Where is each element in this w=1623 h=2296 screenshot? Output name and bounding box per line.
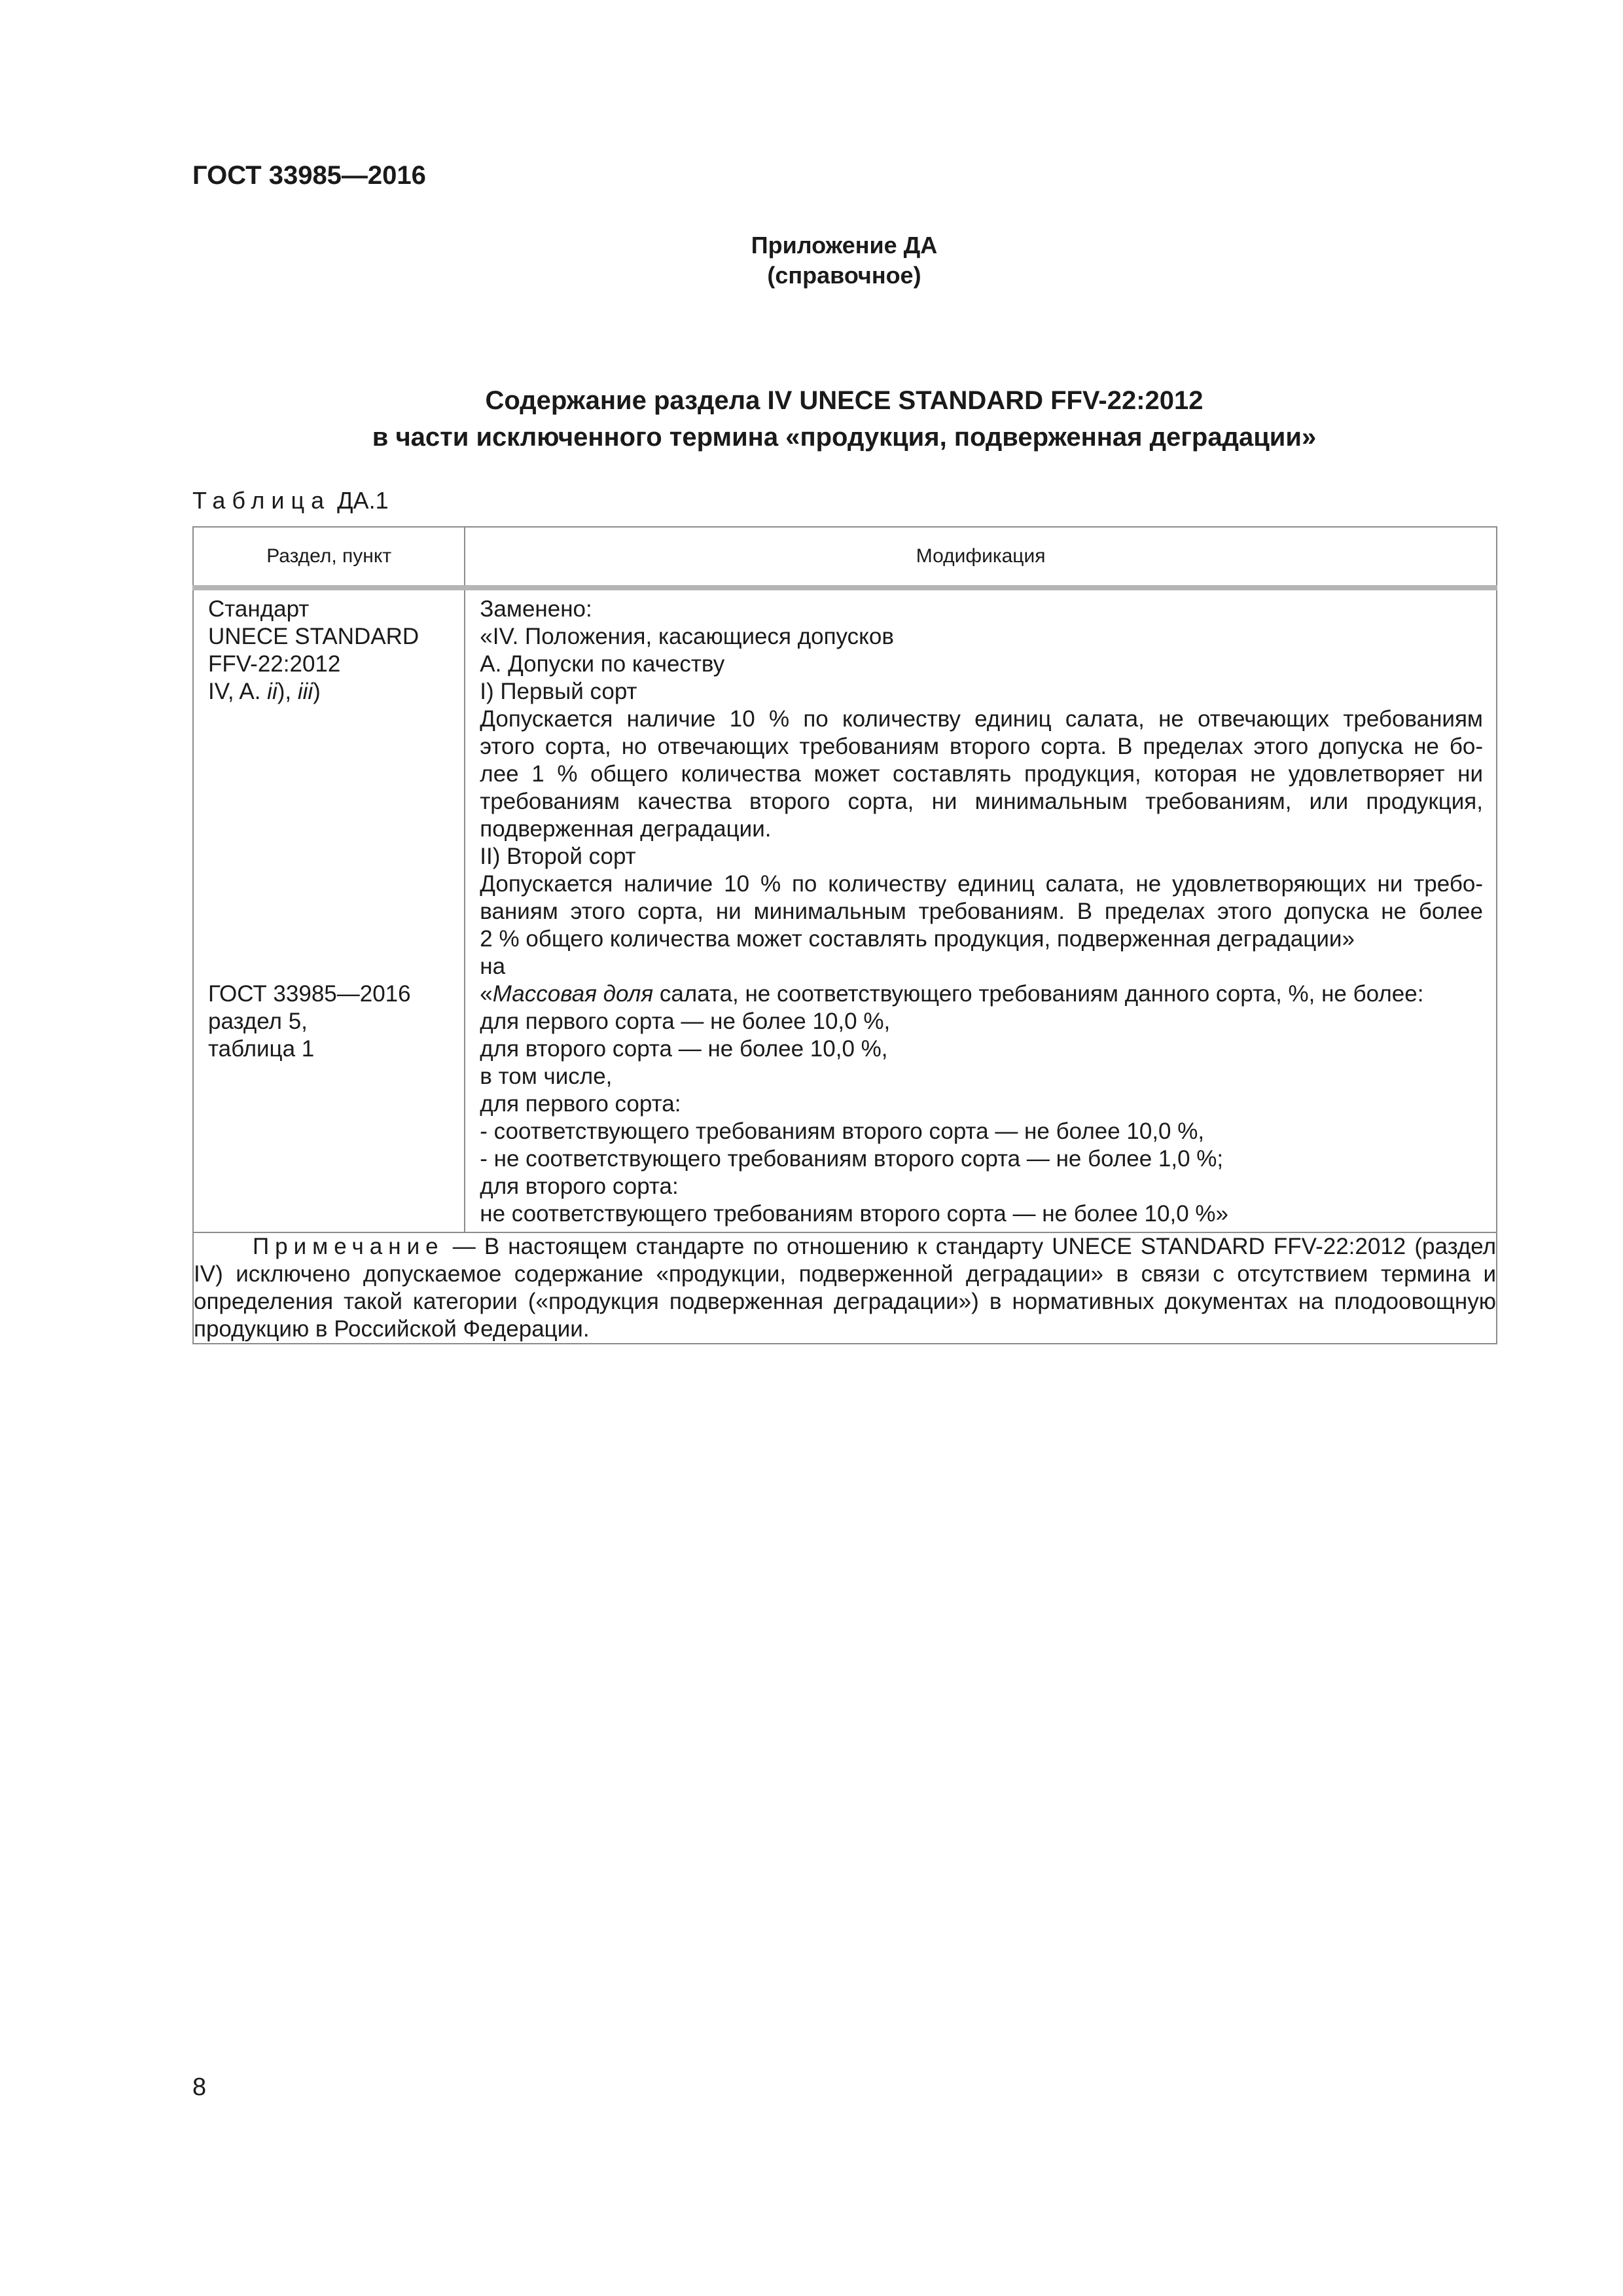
table-caption xyxy=(192,487,389,514)
mod-line: для первого сорта — не более 10,0 %, xyxy=(480,1009,891,1034)
mod-para2-line: Допускается наличие 10 % по количеству единиц салата, не удовлетворяющих ни требо- xyxy=(480,871,1483,897)
appendix-title: Приложение ДА xyxy=(751,232,938,259)
note-cell xyxy=(193,1232,1497,1344)
mod-line: в том числе, xyxy=(480,1064,613,1089)
ref-iii: iii xyxy=(297,679,313,704)
section1-line: FFV-22:2012 xyxy=(208,651,341,677)
mod-para2-line: ваниям этого сорта, ни минимальным требованиям. В пределах этого допуска не более xyxy=(480,899,1483,924)
mod-line: - не соответствующего требованиям второго сорта — не более 1,0 %; xyxy=(480,1146,1224,1172)
note-row xyxy=(193,1232,1497,1344)
mass-italic: Массовая доля xyxy=(492,981,654,1007)
mod-line: A. Допуски по качеству xyxy=(480,651,725,677)
ref-close: ) xyxy=(313,679,321,704)
mod-line: I) Первый сорт xyxy=(480,679,637,704)
appendix-heading xyxy=(0,230,1623,291)
note-label: Примечание xyxy=(253,1234,444,1259)
mod-line: для первого сорта: xyxy=(480,1091,681,1117)
page-number: 8 xyxy=(192,2073,207,2101)
section-title-line-1: Содержание раздела IV UNECE STANDARD FFV-22:2012 xyxy=(485,386,1204,415)
appendix-subtitle: (справочное) xyxy=(767,262,921,289)
mod-line: II) Второй сорт xyxy=(480,844,636,869)
section1-line: UNECE STANDARD xyxy=(208,624,419,649)
section-cell xyxy=(193,588,465,1232)
mod-line: для второго сорта: xyxy=(480,1174,679,1199)
header-section-clause: Раздел, пункт xyxy=(193,527,465,588)
mod-line: «IV. Положения, касающиеся допусков xyxy=(480,624,894,649)
document-id-header: ГОСТ 33985—2016 xyxy=(192,161,426,190)
mod-line: - соответствующего требованиям второго сорта — не более 10,0 %, xyxy=(480,1119,1205,1144)
mod-para1-line: Допускается наличие 10 % по количеству единиц салата, не отвечающих требованиям xyxy=(480,706,1483,732)
mod-line: Заменено: xyxy=(480,596,592,622)
section2-line: таблица 1 xyxy=(208,1036,315,1062)
ref-prefix: IV, A. xyxy=(208,679,268,704)
ref-ii: ii xyxy=(267,679,277,704)
mod-para1-line: требованиям качества второго сорта, ни минимальным требованиям, или продукция, xyxy=(480,789,1483,814)
section1-line: Стандарт xyxy=(208,596,310,622)
ref-sep: ), xyxy=(277,679,298,704)
table-caption-label: Таблица xyxy=(192,487,331,514)
mod-line: не соответствующего требованиям второго сорта — не более 10,0 %» xyxy=(480,1201,1228,1227)
section1-reference xyxy=(208,678,451,706)
table-row xyxy=(193,588,1497,1232)
note-text xyxy=(194,1233,1496,1343)
mod-para1-line: этого сорта, но отвечающих требованиям второго сорта. В пределах этого допуска не бо- xyxy=(480,734,1483,759)
header-modification: Модификация xyxy=(465,527,1497,588)
section2-line: ГОСТ 33985—2016 xyxy=(208,981,411,1007)
table-caption-number: ДА.1 xyxy=(337,487,389,514)
modification-table xyxy=(192,526,1497,1344)
mod-para1-line: лее 1 % общего количества может составлять продукция, которая не удовлетворяет ни xyxy=(480,761,1483,787)
section-title xyxy=(0,382,1623,456)
note-body: В настоящем стандарте по отношению к стандарту UNECE STANDARD FFV-22:2012 (раздел IV) исключено допускаемое содержание «продукции, подверженной деградации» в связи с отсутствием термина и определения такой категории («продукция подверженная деградации») в нормативных документах на плодоовощную продукцию в Российской Федерации. xyxy=(194,1234,1496,1342)
table-header-row xyxy=(193,527,1497,588)
mod-line: для второго сорта — не более 10,0 %, xyxy=(480,1036,888,1062)
mass-rest: салата, не соответствующего требованиям данного сорта, %, не более: xyxy=(653,981,1424,1007)
mod-on: на xyxy=(480,954,506,979)
mod-para1-last: подверженная деградации. xyxy=(480,816,772,842)
section2-line: раздел 5, xyxy=(208,1009,308,1034)
mass-open-quote: « xyxy=(480,981,493,1007)
section-title-line-2: в части исключенного термина «продукция, подверженная деградации» xyxy=(372,423,1317,452)
mod-para2-last: 2 % общего количества может составлять продукция, подверженная деградации» xyxy=(480,926,1355,952)
note-dash: — xyxy=(444,1234,484,1259)
modification-cell xyxy=(465,588,1497,1232)
mod-mass-line xyxy=(480,980,1483,1008)
